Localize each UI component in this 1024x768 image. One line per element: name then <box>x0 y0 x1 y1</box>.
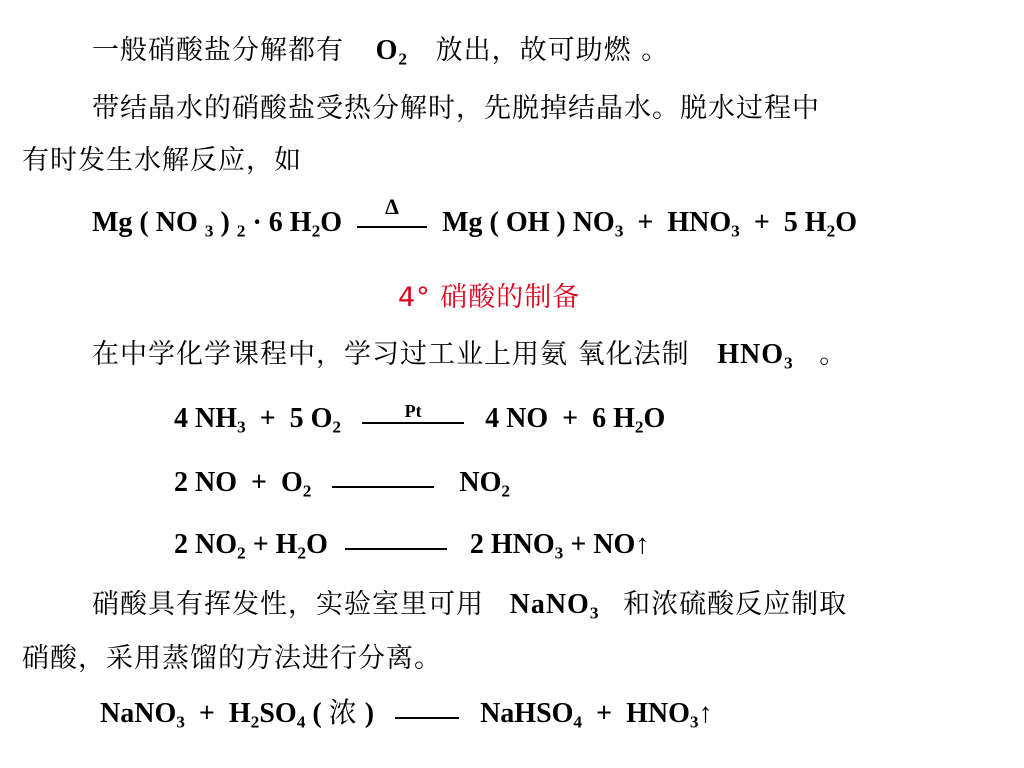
eq5-subscript: 2 <box>250 712 260 732</box>
eq2-part: 4 NO + 6 H <box>485 403 635 434</box>
formula-subscript: 3 <box>783 353 794 373</box>
eq2-part: 4 NH <box>174 403 237 434</box>
eq4-part: O <box>306 529 328 560</box>
paragraph-4-text: 硝酸具有挥发性，实验室里可用 <box>92 589 484 620</box>
reaction-arrow <box>345 546 447 548</box>
reaction-bar <box>345 548 447 550</box>
equation-nitric-acid-lab <box>100 696 713 731</box>
eq5-subscript: 4 <box>296 712 306 732</box>
paragraph-1-text-a: 一般硝酸盐分解都有 <box>92 35 344 66</box>
eq4-part: + NO↑ <box>563 529 650 560</box>
equation-magnesium-nitrate <box>92 193 858 241</box>
reaction-arrow-catalyst <box>362 400 464 422</box>
eq4-part: 2 HNO <box>469 529 555 560</box>
section-heading: 4° 硝酸的制备 <box>398 282 581 313</box>
heat-condition-icon: Δ <box>385 193 399 219</box>
eq4-subscript: 3 <box>554 543 564 563</box>
eq2-part: O <box>643 403 666 434</box>
paragraph-4-line-2: 硝酸，采用蒸馏的方法进行分离。 <box>22 643 442 674</box>
eq3-part: 2 NO + O <box>174 467 303 498</box>
eq5-subscript: 4 <box>573 712 583 732</box>
oxygen-symbol: O <box>375 35 399 66</box>
eq1-subscript: 3 <box>204 221 214 241</box>
eq4-subscript: 2 <box>297 543 307 563</box>
reaction-bar <box>362 422 464 424</box>
eq5-subscript: 3 <box>689 712 699 732</box>
eq1-part: · 6 H <box>245 207 312 238</box>
eq3-subscript: 2 <box>302 481 312 501</box>
oxygen-formula <box>375 35 409 69</box>
equation-ammonia-oxidation <box>174 402 665 436</box>
eq4-part: 2 NO <box>174 529 237 560</box>
sodium-nitrate-formula <box>509 589 600 623</box>
reaction-bar <box>332 486 434 488</box>
gas-arrow-icon: ↑ <box>698 698 713 729</box>
paragraph-4-text: 和浓硫酸反应制取 <box>623 589 848 620</box>
eq5-part: NaNO <box>100 698 177 729</box>
eq1-part: + 5 H <box>739 207 827 238</box>
eq1-subscript: 3 <box>731 221 740 241</box>
formula-part: HNO <box>717 339 784 370</box>
eq3-part: NO <box>459 467 502 498</box>
eq5-part: ( <box>305 698 329 729</box>
eq1-part: + HNO <box>623 207 732 238</box>
reaction-arrow <box>395 715 459 717</box>
equation-no-oxidation <box>174 466 510 500</box>
eq1-subscript: 2 <box>311 221 321 241</box>
eq5-part: + H <box>184 698 251 729</box>
eq4-part: + H <box>245 529 298 560</box>
nitric-acid-formula <box>717 339 794 373</box>
eq2-part: + 5 O <box>245 403 333 434</box>
eq2-subscript: 2 <box>332 417 342 437</box>
paragraph-2-line-1: 带结晶水的硝酸盐受热分解时，先脱掉结晶水。脱水过程中 <box>92 93 820 124</box>
concentrated-label: 浓 <box>328 696 358 729</box>
eq5-part: NaHSO <box>480 698 574 729</box>
eq5-part: + HNO <box>582 698 690 729</box>
eq1-part: O <box>835 207 858 238</box>
eq1-subscript: 2 <box>826 221 836 241</box>
paragraph-1-text-b: 放出，故可助燃 。 <box>435 35 670 66</box>
reaction-arrow-heat <box>357 193 427 226</box>
oxygen-subscript: 2 <box>398 49 409 69</box>
reaction-bar <box>395 717 459 719</box>
paragraph-4-line-1 <box>92 588 847 622</box>
formula-part: NaNO <box>509 589 590 620</box>
reaction-arrow <box>332 484 434 486</box>
eq1-part: O <box>320 207 343 238</box>
eq1-part: Mg ( OH ) NO <box>442 207 615 238</box>
eq3-subscript: 2 <box>501 481 511 501</box>
eq1-part: ) <box>213 207 237 238</box>
eq1-subscript: 2 <box>236 221 246 241</box>
eq1-part: Mg ( NO <box>92 207 205 238</box>
paragraph-2-line-2: 有时发生水解反应，如 <box>22 145 302 176</box>
paragraph-3 <box>92 338 847 372</box>
eq2-subscript: 2 <box>634 417 644 437</box>
catalyst-label: Pt <box>404 400 422 421</box>
paragraph-3-period: 。 <box>819 339 848 370</box>
eq4-subscript: 2 <box>237 543 246 563</box>
formula-subscript: 3 <box>589 603 600 623</box>
eq5-part: ) <box>357 698 375 729</box>
eq1-subscript: 3 <box>614 221 624 241</box>
eq5-part: SO <box>259 698 297 729</box>
eq2-subscript: 3 <box>237 417 246 437</box>
paragraph-3-text: 在中学化学课程中，学习过工业上用氨 氧化法制 <box>92 339 690 370</box>
paragraph-1 <box>92 34 669 68</box>
reaction-bar <box>357 226 427 228</box>
equation-no2-absorption <box>174 528 649 562</box>
eq5-subscript: 3 <box>176 712 185 732</box>
